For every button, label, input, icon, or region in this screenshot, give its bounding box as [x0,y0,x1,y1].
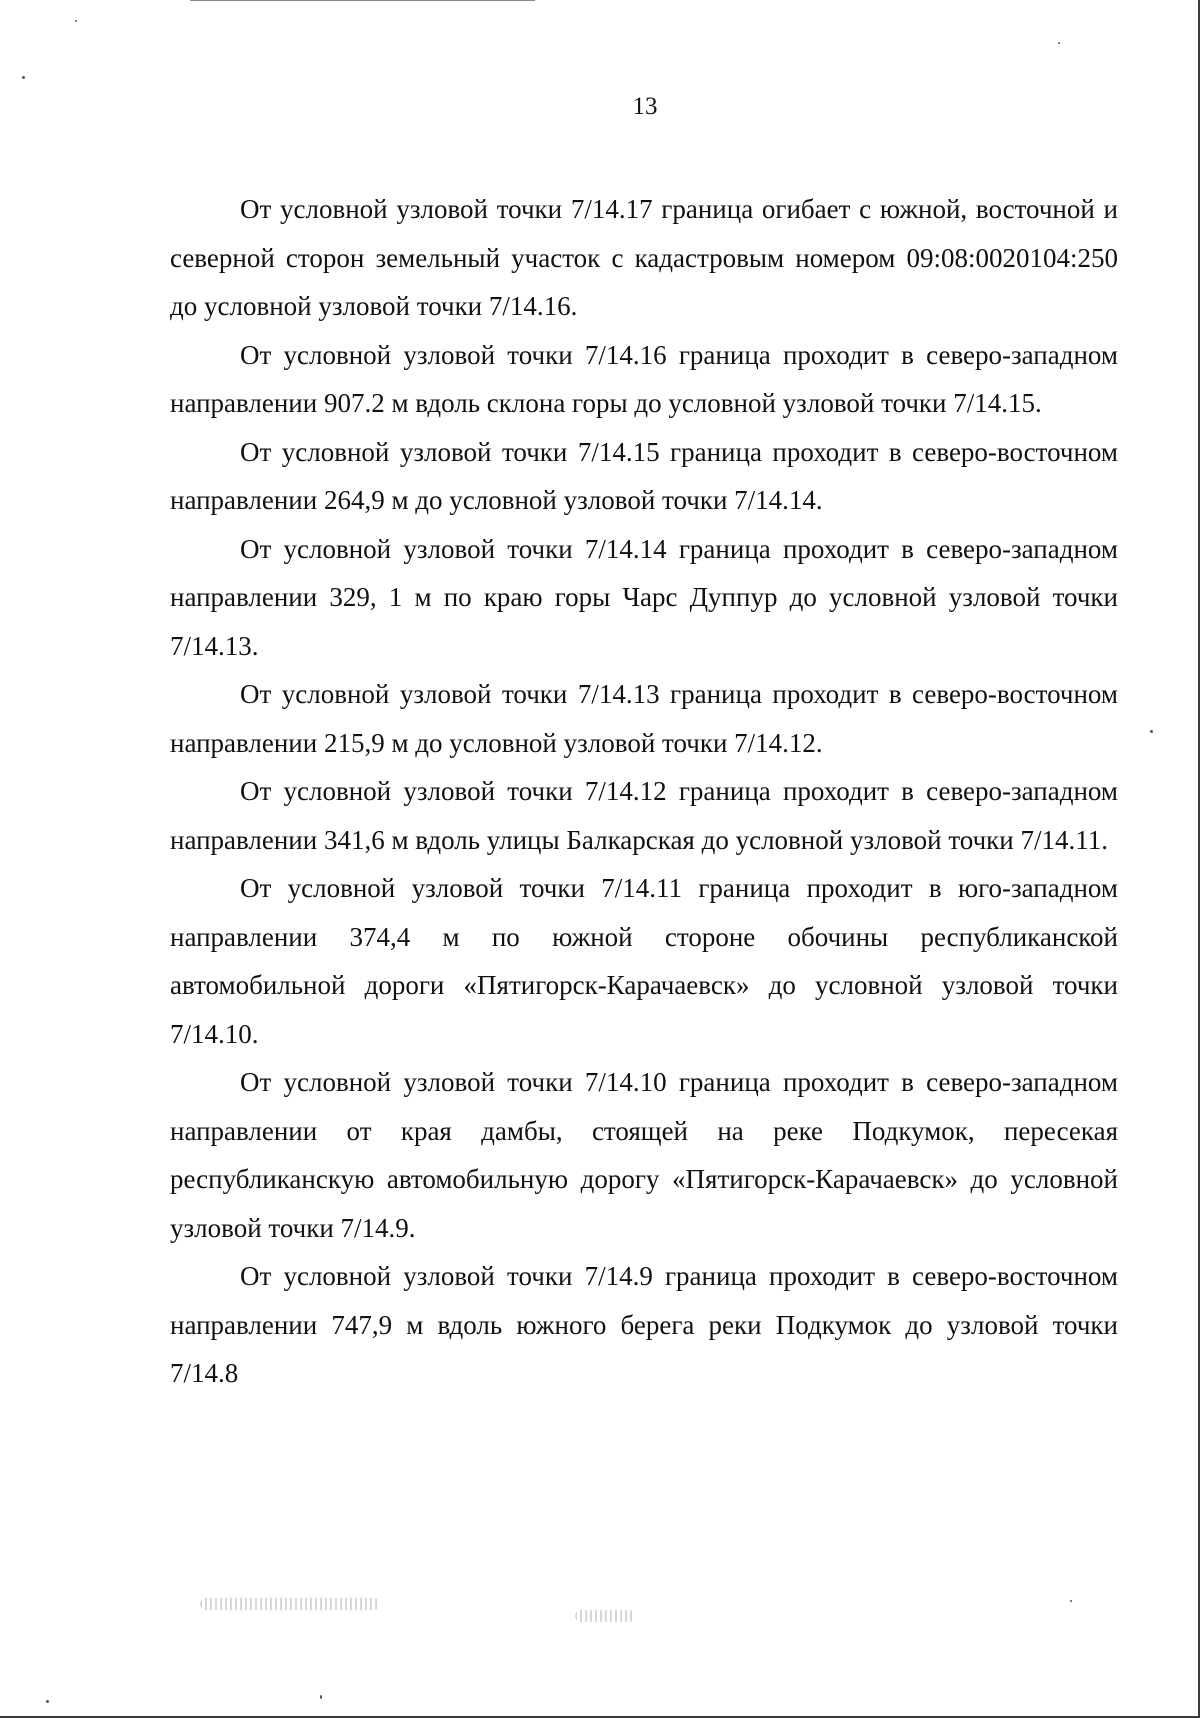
scan-speck [1070,1600,1072,1602]
paragraph: От условной узловой точки 7/14.9 граница проходит в северо-восточном направлении 747,9 м вдоль южного берега реки Подкумок до узловой точки 7/14.8 [170,1261,1118,1388]
paragraph: От условной узловой точки 7/14.17 граница огибает с южной, восточной и северной сторон земельный участок с кадастровым номером 09:08:0020104:250 до условной узловой точки 7/14.16. [170,194,1118,321]
document-body [170,185,1118,1398]
scan-speck [1058,42,1060,44]
scan-speck [22,76,25,79]
scan-speck [46,1700,49,1703]
paragraph: От условной узловой точки 7/14.14 граница проходит в северо-западном направлении 329, 1 м по краю горы Чарс Дуппур до условной узловой точки 7/14.13. [170,533,1118,661]
scan-top-edge [190,0,535,1]
scan-smudge [200,1598,380,1610]
page-number: 13 [632,93,658,120]
paragraph: От условной узловой точки 7/14.13 граница проходит в северо-восточном направлении 215,9 м до условной узловой точки 7/14.12. [170,679,1118,758]
scan-speck [320,1695,322,1699]
paragraph: От условной узловой точки 7/14.15 граница проходит в северо-восточном направлении 264,9 м до условной узловой точки 7/14.14. [170,436,1118,515]
paragraph: От условной узловой точки 7/14.10 граница проходит в северо-западном направлении от края дамбы, стоящей на реке Подкумок, пересекая республиканскую автомобильную дорогу «Пятигорск-Карачаевск» до условной узловой точки 7/14.9. [170,1067,1118,1243]
paragraph: От условной узловой точки 7/14.12 граница проходит в северо-западном направлении 341,6 м вдоль улицы Балкарская до условной узловой точки 7/14.11. [170,776,1118,855]
scan-speck [1150,730,1153,733]
paragraph: От условной узловой точки 7/14.11 граница проходит в юго-западном направлении 374,4 м по южной стороне обочины республиканской автомобильной дороги «Пятигорск-Карачаевск» до условной узловой точки 7/14.10. [170,873,1118,1049]
scan-smudge [575,1610,635,1622]
scan-speck [75,20,77,22]
paragraph: От условной узловой точки 7/14.16 граница проходит в северо-западном направлении 907.2 м вдоль склона горы до условной узловой точки 7/14.15. [170,339,1118,418]
